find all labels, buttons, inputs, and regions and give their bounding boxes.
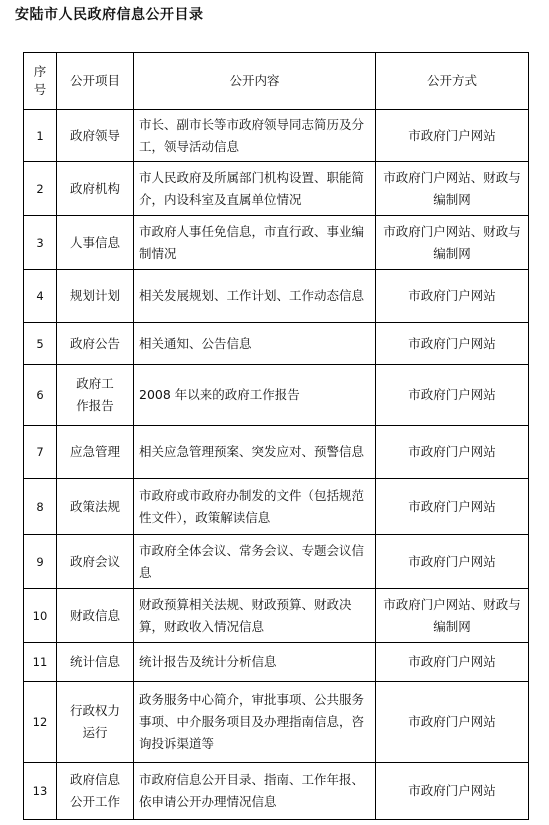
row-number-text: 4 — [36, 289, 44, 303]
row-content-text: 市政府信息公开目录、指南、工作年报、依申请公开办理情况信息 — [139, 772, 365, 809]
row-method-text: 市政府门户网站 — [408, 783, 496, 798]
row-method-text: 市政府门户网站 — [408, 654, 496, 669]
header-seq-text: 序 号 — [33, 64, 47, 97]
row-item-text: 财政信息 — [69, 607, 120, 623]
row-item — [57, 589, 134, 643]
row-number — [24, 270, 57, 323]
row-method — [376, 365, 529, 426]
table-row — [24, 365, 529, 426]
row-number — [24, 323, 57, 365]
header-seq — [24, 53, 57, 110]
table-row — [24, 763, 529, 820]
row-item-text: 政策法规 — [69, 498, 120, 514]
table-row — [24, 270, 529, 323]
row-item-text: 政府公告 — [69, 335, 120, 351]
row-number — [24, 682, 57, 763]
row-method — [376, 216, 529, 270]
row-method-text: 市政府门户网站 — [408, 387, 496, 402]
row-content-text: 市人民政府及所属部门机构设置、职能简介，内设科室及直属单位情况 — [139, 169, 365, 207]
table-row — [24, 479, 529, 535]
row-item — [57, 479, 134, 535]
row-item — [57, 763, 134, 820]
table-row — [24, 682, 529, 763]
table-row — [24, 426, 529, 479]
row-item — [57, 216, 134, 270]
row-method — [376, 270, 529, 323]
row-number-text: 12 — [32, 715, 48, 729]
row-content-text: 相关应急管理预案、突发应对、预警信息 — [139, 444, 365, 459]
row-content — [134, 682, 376, 763]
row-content — [134, 763, 376, 820]
row-method — [376, 535, 529, 589]
table-header-row — [24, 53, 529, 110]
row-content — [134, 323, 376, 365]
row-content — [134, 535, 376, 589]
row-number-text: 13 — [32, 784, 48, 798]
row-number-text: 1 — [36, 128, 44, 143]
row-content — [134, 110, 376, 162]
row-content — [134, 589, 376, 643]
page-title: 安陆市人民政府信息公开目录 — [15, 7, 204, 23]
row-content-text: 相关通知、公告信息 — [139, 335, 252, 351]
row-method — [376, 479, 529, 535]
header-item: 公开项目 — [57, 53, 134, 110]
row-content — [134, 162, 376, 216]
table-row — [24, 643, 529, 682]
row-content-text: 市政府人事任免信息，市直行政、事业编制情况 — [139, 223, 365, 261]
row-content-text: 财政预算相关法规、财政预算、财政决算，财政收入情况信息 — [139, 596, 352, 634]
row-method-text: 市政府门户网站、财政与编制网 — [383, 596, 521, 634]
row-content-text: 2008 年以来的政府工作报告 — [139, 387, 300, 402]
row-number — [24, 479, 57, 535]
table-row — [24, 535, 529, 589]
header-method: 公开方式 — [376, 53, 529, 110]
row-content-text: 市政府全体会议、常务会议、专题会议信息 — [139, 542, 365, 580]
row-item — [57, 110, 134, 162]
row-method-text: 市政府门户网站 — [408, 498, 496, 514]
row-method — [376, 589, 529, 643]
row-item-text: 应急管理 — [69, 444, 120, 459]
row-item-text: 政府机构 — [69, 180, 120, 196]
table-row — [24, 162, 529, 216]
row-item-text: 政府工作报告 — [76, 376, 114, 413]
row-method-text: 市政府门户网站 — [408, 553, 496, 569]
row-number-text: 5 — [36, 336, 44, 351]
row-method — [376, 682, 529, 763]
row-content — [134, 479, 376, 535]
row-item-text: 人事信息 — [69, 234, 120, 250]
row-method-text: 市政府门户网站、财政与编制网 — [383, 223, 521, 261]
row-number — [24, 216, 57, 270]
row-item — [57, 535, 134, 589]
row-content — [134, 270, 376, 323]
row-number-text: 9 — [36, 554, 44, 569]
table-row — [24, 323, 529, 365]
row-content-text: 市政府或市政府办制发的文件（包括规范性文件），政策解读信息 — [139, 487, 365, 525]
row-number — [24, 426, 57, 479]
row-method-text: 市政府门户网站 — [408, 288, 496, 303]
row-method-text: 市政府门户网站、财政与编制网 — [383, 169, 521, 207]
row-number-text: 10 — [32, 608, 48, 623]
row-content — [134, 216, 376, 270]
row-item-text: 规划计划 — [69, 288, 120, 303]
row-item-text: 政府会议 — [69, 553, 120, 569]
row-number — [24, 535, 57, 589]
row-number — [24, 110, 57, 162]
row-item — [57, 643, 134, 682]
row-number-text: 6 — [36, 388, 44, 402]
row-method — [376, 162, 529, 216]
table-row — [24, 110, 529, 162]
row-item — [57, 162, 134, 216]
row-method — [376, 110, 529, 162]
row-number — [24, 365, 57, 426]
row-content — [134, 365, 376, 426]
row-item — [57, 323, 134, 365]
row-method — [376, 763, 529, 820]
row-method — [376, 426, 529, 479]
row-number-text: 7 — [36, 445, 44, 459]
row-content — [134, 426, 376, 479]
row-item-text: 政府领导 — [69, 127, 120, 143]
row-item — [57, 365, 134, 426]
row-method-text: 市政府门户网站 — [408, 335, 496, 351]
row-number — [24, 763, 57, 820]
row-item — [57, 426, 134, 479]
row-item — [57, 270, 134, 323]
row-item-text: 统计信息 — [69, 654, 120, 669]
row-content-text: 市长、副市长等市政府领导同志简历及分工，领导活动信息 — [139, 116, 365, 154]
table-row — [24, 216, 529, 270]
row-number-text: 8 — [36, 499, 44, 514]
row-method — [376, 323, 529, 365]
row-item-text: 行政权力运行 — [69, 703, 120, 740]
table-row — [24, 589, 529, 643]
row-content-text: 统计报告及统计分析信息 — [139, 654, 277, 669]
row-number — [24, 589, 57, 643]
row-content — [134, 643, 376, 682]
row-method-text: 市政府门户网站 — [408, 444, 496, 459]
row-number — [24, 643, 57, 682]
disclosure-table — [23, 52, 529, 820]
row-method-text: 市政府门户网站 — [408, 714, 496, 729]
row-method-text: 市政府门户网站 — [408, 127, 496, 143]
row-content-text: 相关发展规划、工作计划、工作动态信息 — [139, 288, 365, 303]
row-content-text: 政务服务中心简介，审批事项、公共服务事项、中介服务项目及办理指南信息，咨询投诉渠道等 — [139, 692, 365, 751]
row-item — [57, 682, 134, 763]
row-number-text: 3 — [36, 235, 44, 250]
row-item-text: 政府信息公开工作 — [69, 772, 120, 809]
header-content: 公开内容 — [134, 53, 376, 110]
row-number-text: 11 — [32, 655, 48, 669]
row-number-text: 2 — [36, 181, 44, 196]
row-number — [24, 162, 57, 216]
row-method — [376, 643, 529, 682]
